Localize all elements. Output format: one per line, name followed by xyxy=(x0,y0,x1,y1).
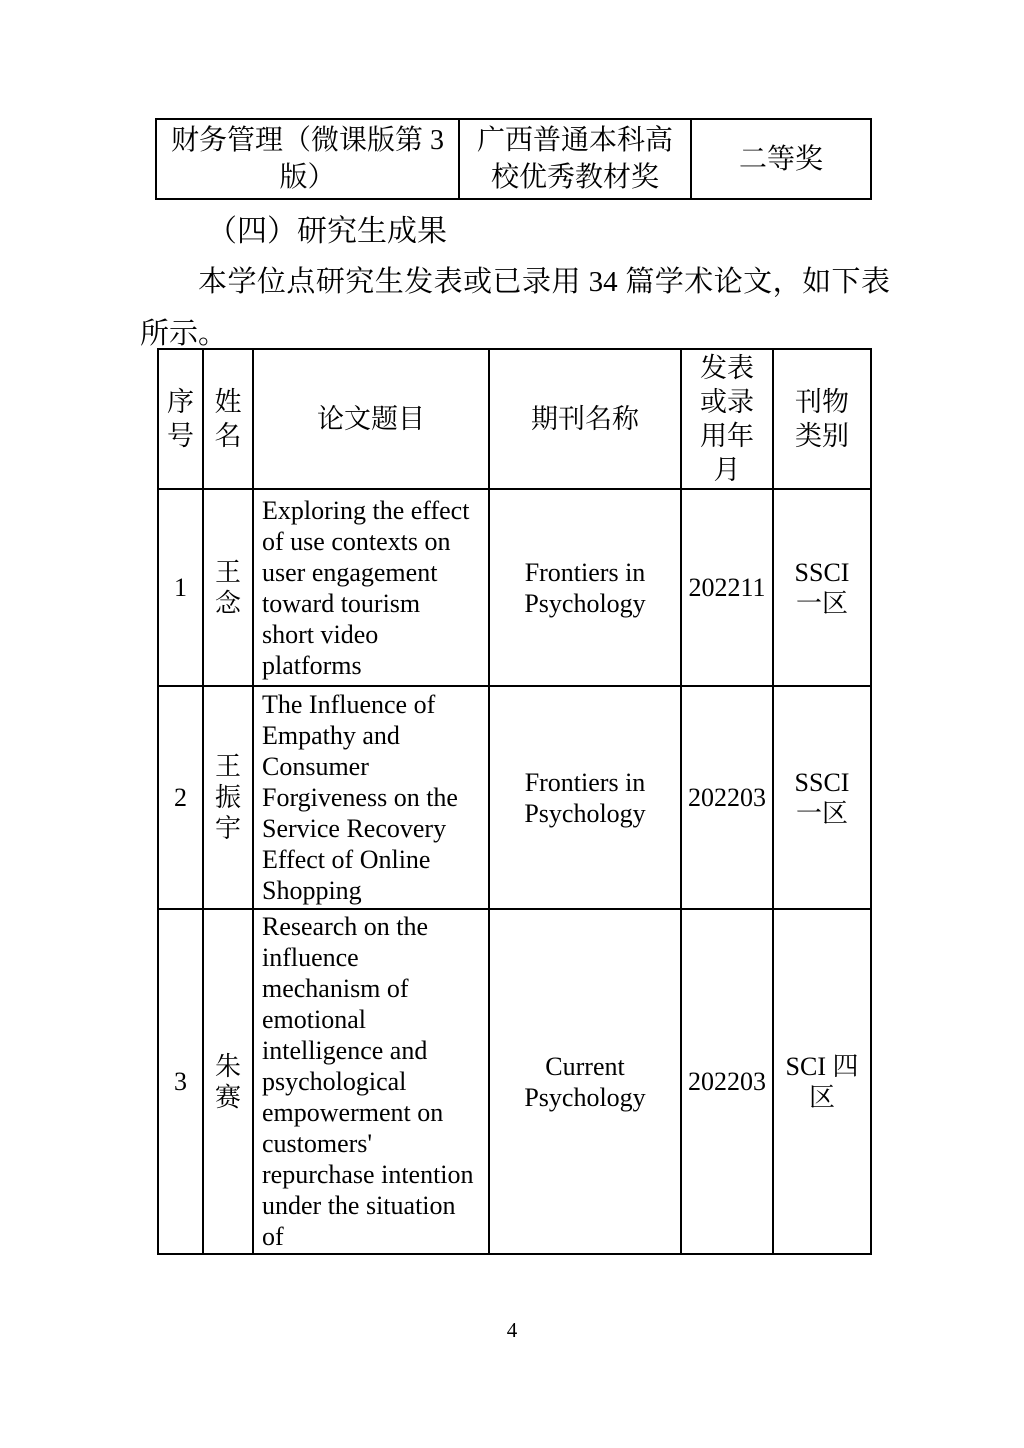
papers-table xyxy=(157,348,872,1255)
section-heading: （四）研究生成果 xyxy=(207,215,447,248)
cell-no: 1 xyxy=(158,489,203,686)
column-header-journal: 期刊名称 xyxy=(489,349,681,489)
table-row xyxy=(158,686,871,909)
table-row xyxy=(158,489,871,686)
cell-title: Exploring the effect of use contexts on user engagement toward tourism short video platforms xyxy=(253,489,489,686)
column-header-title: 论文题目 xyxy=(253,349,489,489)
award-book-cell: 财务管理（微课版第 3 版） xyxy=(156,119,459,199)
column-header-date: 发表或录用年月 xyxy=(681,349,773,489)
award-level-cell: 二等奖 xyxy=(691,119,871,199)
cell-name: 王振宇 xyxy=(203,686,253,909)
cell-no: 3 xyxy=(158,909,203,1254)
table-row xyxy=(158,909,871,1254)
intro-paragraph: 本学位点研究生发表或已录用 34 篇学术论文，如下表所示。 xyxy=(140,266,890,350)
column-header-no: 序号 xyxy=(158,349,203,489)
cell-title: The Influence of Empathy and Consumer Forgiveness on the Service Recovery Effect of Online Shopping xyxy=(253,686,489,909)
column-header-name: 姓名 xyxy=(203,349,253,489)
cell-journal: Frontiers in Psychology xyxy=(489,686,681,909)
cell-category: SSCI 一区 xyxy=(773,489,871,686)
cell-category: SSCI 一区 xyxy=(773,686,871,909)
cell-no: 2 xyxy=(158,686,203,909)
table-row xyxy=(156,119,871,199)
award-table xyxy=(155,118,872,200)
cell-category: SCI 四区 xyxy=(773,909,871,1254)
award-name-cell: 广西普通本科高校优秀教材奖 xyxy=(459,119,691,199)
page-number: 4 xyxy=(506,1318,518,1342)
table-header-row xyxy=(158,349,871,489)
column-header-category: 刊物类别 xyxy=(773,349,871,489)
cell-date: 202211 xyxy=(681,489,773,686)
cell-date: 202203 xyxy=(681,909,773,1254)
cell-title: Research on the influence mechanism of emotional intelligence and psychological empowerment on customers' repurchase intention under the situation of xyxy=(253,909,489,1254)
cell-journal: Frontiers in Psychology xyxy=(489,489,681,686)
cell-date: 202203 xyxy=(681,686,773,909)
cell-journal: Current Psychology xyxy=(489,909,681,1254)
cell-name: 朱赛 xyxy=(203,909,253,1254)
cell-name: 王念 xyxy=(203,489,253,686)
